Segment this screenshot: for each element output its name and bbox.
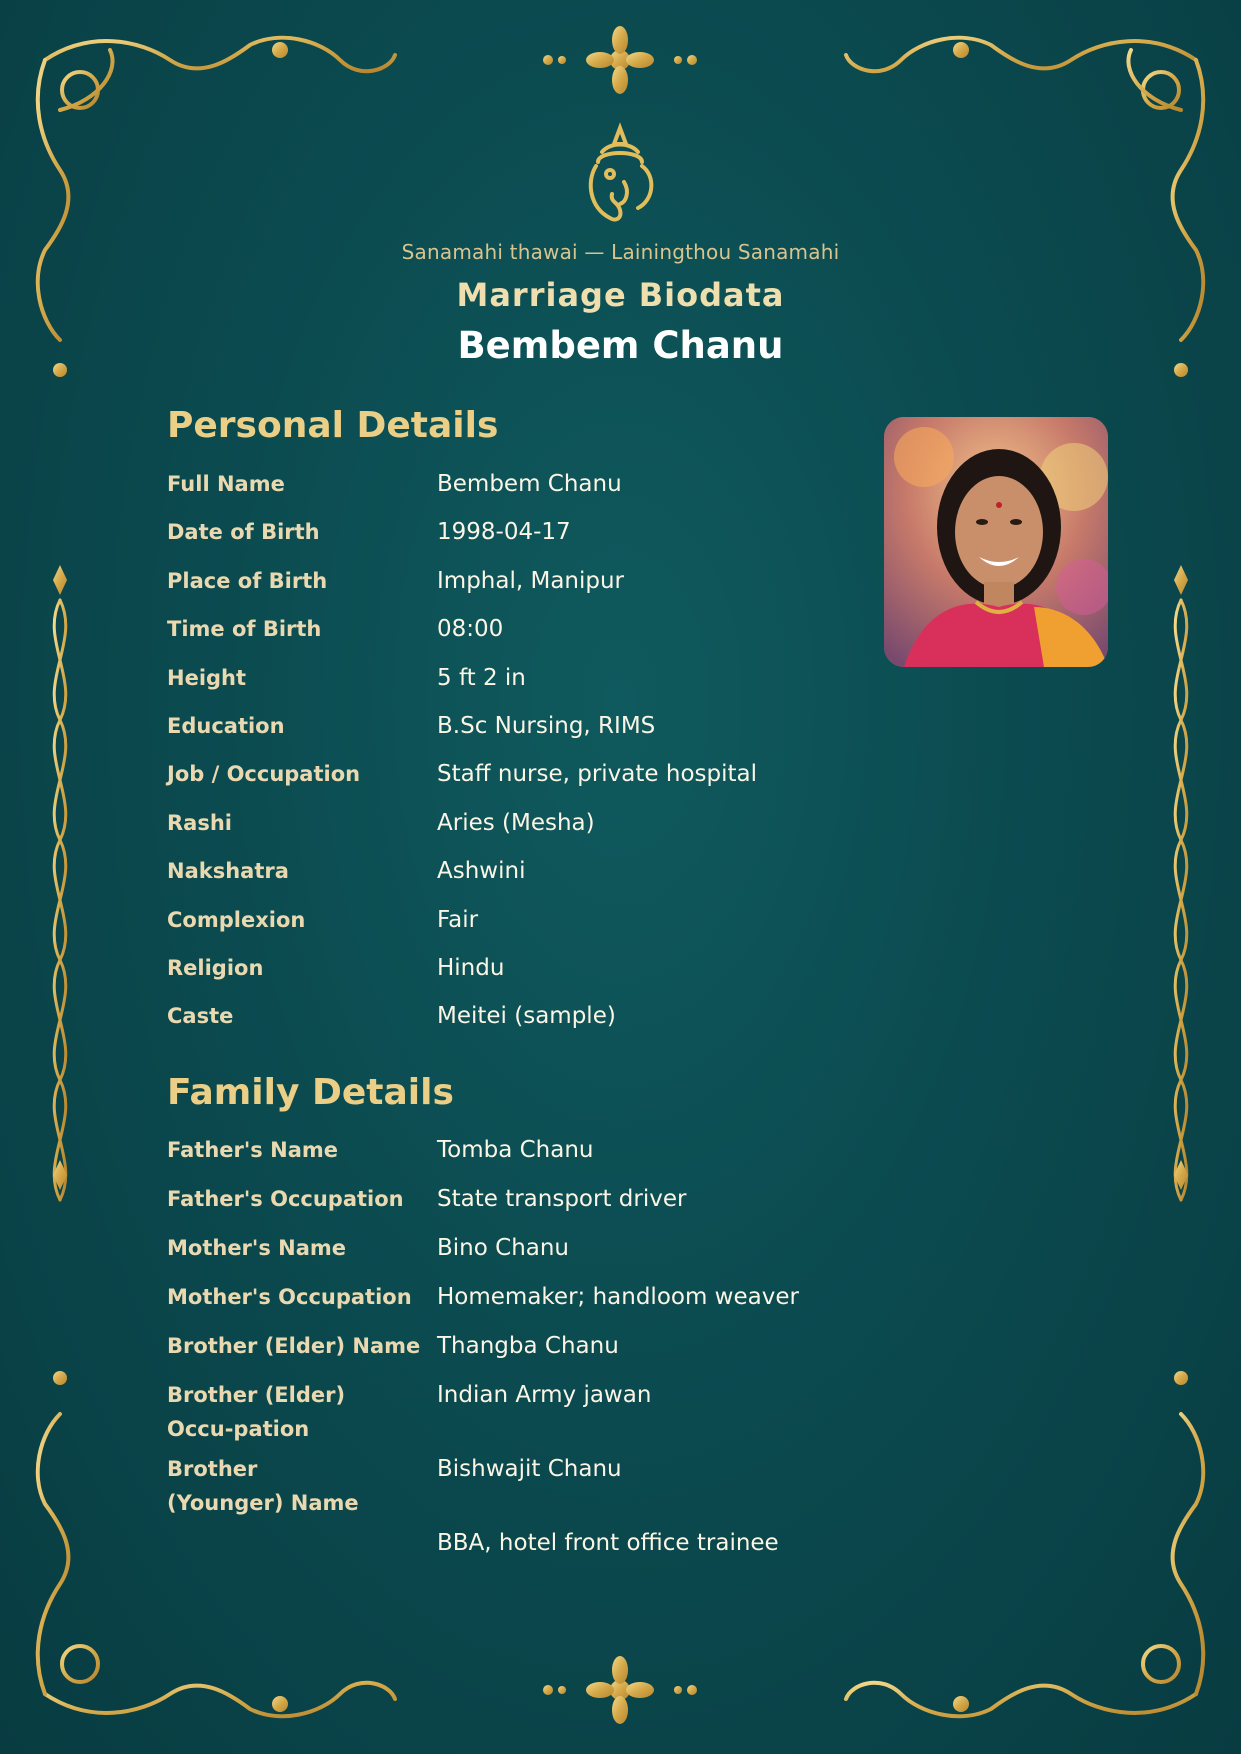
detail-row [167, 1231, 847, 1280]
detail-row [167, 612, 847, 660]
detail-row [167, 951, 847, 999]
detail-value: Thangba Chanu [437, 1333, 619, 1359]
detail-row [167, 1452, 847, 1526]
detail-label: Brother (Elder) Name [167, 1334, 421, 1358]
detail-value: Ashwini [437, 858, 526, 885]
detail-row [167, 1182, 847, 1231]
detail-label: Religion [167, 955, 264, 980]
family-details-heading: Family Details [167, 1072, 454, 1113]
detail-row [167, 999, 847, 1047]
detail-value: Meitei (sample) [437, 1003, 616, 1030]
detail-row [167, 661, 847, 709]
detail-label: Complexion [167, 907, 306, 932]
detail-label: Brother (Younger) Name [167, 1457, 359, 1515]
detail-value: Bembem Chanu [437, 471, 622, 497]
detail-value: Indian Army jawan [437, 1382, 652, 1408]
detail-value: Homemaker; handloom weaver [437, 1284, 799, 1310]
detail-row [167, 1378, 847, 1452]
detail-row [167, 806, 847, 854]
detail-row [167, 1526, 847, 1575]
detail-row [167, 903, 847, 951]
detail-label: Place of Birth [167, 568, 328, 593]
ganesha-emblem-icon [580, 122, 660, 234]
detail-value: Imphal, Manipur [437, 567, 625, 594]
candidate-name: Bembem Chanu [457, 324, 784, 367]
detail-value: Aries (Mesha) [437, 809, 595, 836]
detail-value: Bino Chanu [437, 1235, 570, 1261]
family-details-list [167, 1133, 847, 1575]
detail-row [167, 467, 847, 515]
detail-row [167, 709, 847, 757]
detail-label: Father's Name [167, 1138, 338, 1162]
detail-row [167, 564, 847, 612]
detail-label: Mother's Occupation [167, 1285, 412, 1309]
detail-label: Full Name [167, 472, 285, 496]
detail-value: 1998-04-17 [437, 519, 571, 546]
detail-label: Time of Birth [167, 617, 322, 642]
portrait-image-icon [884, 417, 1108, 667]
detail-label: Education [167, 713, 285, 738]
personal-details-heading: Personal Details [167, 405, 499, 446]
page-title: Marriage Biodata [456, 276, 785, 314]
detail-label: Nakshatra [167, 859, 289, 884]
invocation-subtitle: Sanamahi thawai — Lainingthou Sanamahi [401, 240, 840, 264]
detail-label: Rashi [167, 810, 232, 835]
detail-label: Brother (Elder) Occu-pation [167, 1383, 346, 1441]
detail-value: BBA, hotel front office trainee [437, 1530, 779, 1556]
detail-row [167, 1280, 847, 1329]
detail-label: Caste [167, 1004, 234, 1029]
detail-label: Date of Birth [167, 520, 320, 545]
detail-value: 5 ft 2 in [437, 664, 526, 691]
detail-label: Mother's Name [167, 1236, 347, 1260]
detail-label: Height [167, 665, 247, 690]
detail-row [167, 1133, 847, 1182]
detail-value: Tomba Chanu [437, 1137, 594, 1163]
detail-row [167, 757, 847, 805]
detail-value: B.Sc Nursing, RIMS [437, 712, 656, 739]
detail-label: Job / Occupation [167, 762, 361, 787]
detail-value: 08:00 [437, 616, 504, 643]
detail-value: Bishwajit Chanu [437, 1456, 622, 1482]
detail-row [167, 1329, 847, 1378]
personal-details-list [167, 467, 847, 1048]
detail-row [167, 854, 847, 902]
detail-row [167, 515, 847, 563]
detail-label: Father's Occupation [167, 1187, 404, 1211]
detail-value: Hindu [437, 954, 505, 981]
detail-value: Fair [437, 906, 479, 933]
detail-value: State transport driver [437, 1186, 687, 1212]
detail-value: Staff nurse, private hospital [437, 761, 757, 788]
profile-photo [884, 417, 1108, 667]
